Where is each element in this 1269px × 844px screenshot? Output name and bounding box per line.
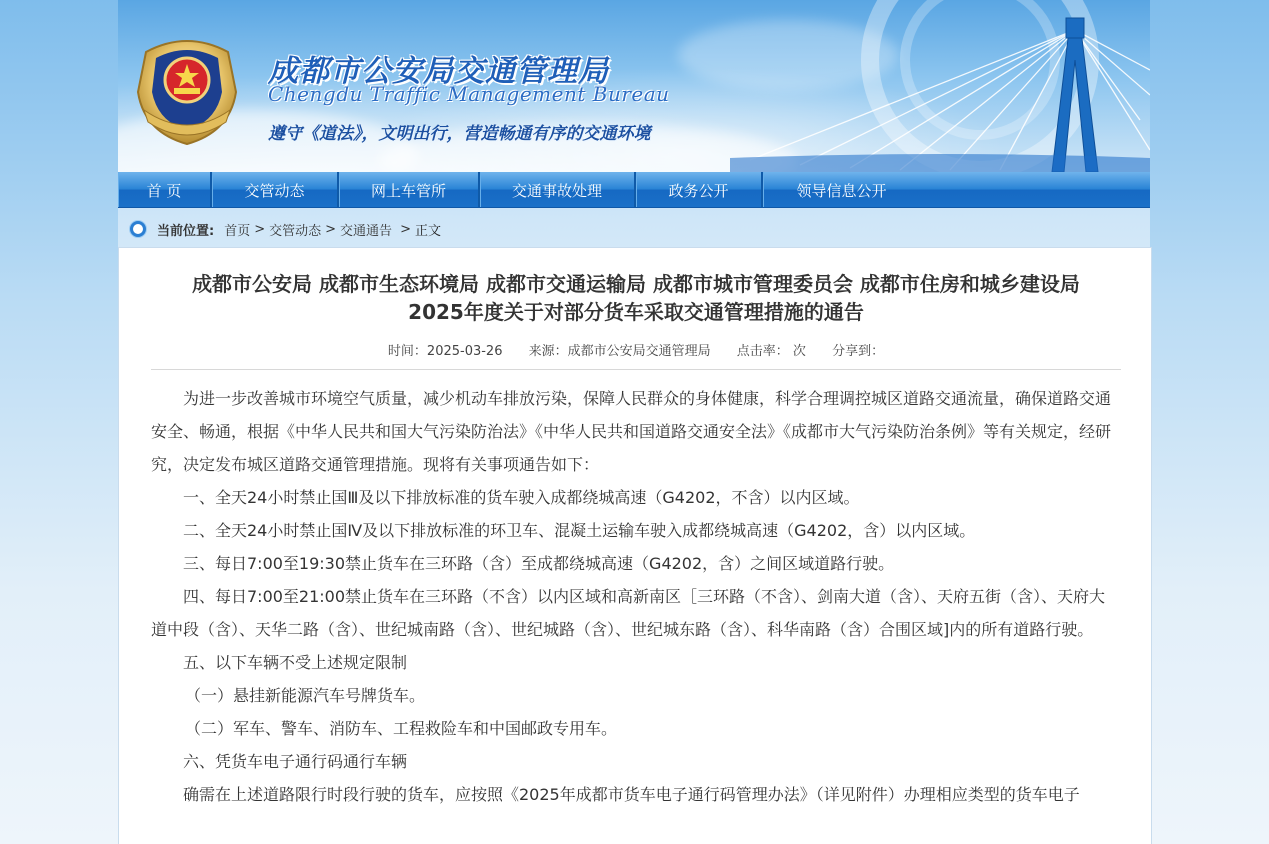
site-title: 成都市公安局交通管理局 [268,54,609,89]
breadcrumb-separator: > [254,221,266,237]
article-source: 来源：成都市公安局交通管理局 [528,344,711,359]
title-divider [151,369,1121,370]
page-background-left [0,0,118,844]
breadcrumb-separator: > [325,221,337,237]
site-slogan: 遵守《道法》，文明出行，营造畅通有序的交通环境 [268,124,651,144]
nav-item-online-vehicle-office[interactable]: 网上车管所 [339,172,480,207]
article-paragraph: 五、以下车辆不受上述规定限制 [183,653,408,672]
article-paragraph: 三、每日7:00至19:30禁止货车在三环路（含）至成都绕城高速（G4202，含）之间区域道路行驶。 [183,554,895,573]
article-meta [119,340,1153,359]
breadcrumb-label: 当前位置: [157,223,215,239]
breadcrumb-link-home[interactable]: 首页 [224,223,251,239]
article-paragraph: 一、全天24小时禁止国Ⅲ及以下排放标准的货车驶入成都绕城高速（G4202，不含）以内区域。 [183,488,860,507]
article-paragraph: （二）军车、警车、消防车、工程救险车和中国邮政专用车。 [185,719,618,738]
breadcrumb-link-traffic-notices[interactable]: 交通通告 [340,223,393,239]
article-paragraph: 六、凭货车电子通行码通行车辆 [183,752,408,771]
nav-item-home[interactable]: 首 页 [118,172,212,207]
main-nav [118,172,1150,208]
article-paragraph: 确需在上述道路限行时段行驶的货车，应按照《2025年成都市货车电子通行码管理办法》（详见附件）办理相应类型的货车电子 [183,785,1080,804]
article-paragraph: 二、全天24小时禁止国Ⅳ及以下排放标准的环卫车、混凝土运输车驶入成都绕城高速（G4202，含）以内区域。 [183,521,976,540]
bridge-illustration [730,0,1150,172]
nav-item-traffic-news[interactable]: 交管动态 [212,172,339,207]
article-paragraph: （一）悬挂新能源汽车号牌货车。 [185,686,426,705]
article-paragraph: 四、每日7:00至21:00禁止货车在三环路（不含）以内区域和高新南区［三环路（不含）、剑南大道（含）、天府五街（含）、天府大道中段（含）、天华二路（含）、世纪城南路（含）、世纪城路（含）、世纪城东路（含）、科华南路（含）合围区域]内的所有道路行驶。 [151,587,1106,639]
share-label: 分享到： [832,344,885,359]
nav-item-leadership-info[interactable]: 领导信息公开 [763,172,920,207]
article-body [151,382,1115,811]
page-wrapper [118,0,1150,208]
nav-item-accident-handling[interactable]: 交通事故处理 [480,172,636,207]
breadcrumb [130,219,441,239]
breadcrumb-link-traffic-news[interactable]: 交管动态 [269,223,322,239]
location-icon [130,221,146,237]
article-date: 时间：2025-03-26 [387,344,503,359]
breadcrumb-separator: > [400,221,411,237]
site-title-english: Chengdu Traffic Management Bureau [268,82,670,106]
article-title-line2: 2025年度关于对部分货车采取交通管理措施的通告 [408,300,864,324]
page-background-right [1150,0,1269,844]
article-panel [118,247,1152,844]
article-clicks: 点击率： 次 [736,344,806,359]
nav-item-government-affairs[interactable]: 政务公开 [636,172,763,207]
breadcrumb-current: 正文 [414,223,441,239]
article-paragraph: 为进一步改善城市环境空气质量，减少机动车排放污染，保障人民群众的身体健康，科学合理调控城区道路交通流量，确保道路交通安全、畅通，根据《中华人民共和国大气污染防治法》《中华人民共和国道路交通安全法》《成都市大气污染防治条例》等有关规定，经研究，决定发布城区道路交通管理措施。现将有关事项通告如下： [151,389,1112,474]
police-emblem-logo [126,22,248,148]
article-title-line1: 成都市公安局 成都市生态环境局 成都市交通运输局 成都市城市管理委员会 成都市住房和城乡建设局 [192,272,1080,296]
site-banner [118,0,1150,172]
